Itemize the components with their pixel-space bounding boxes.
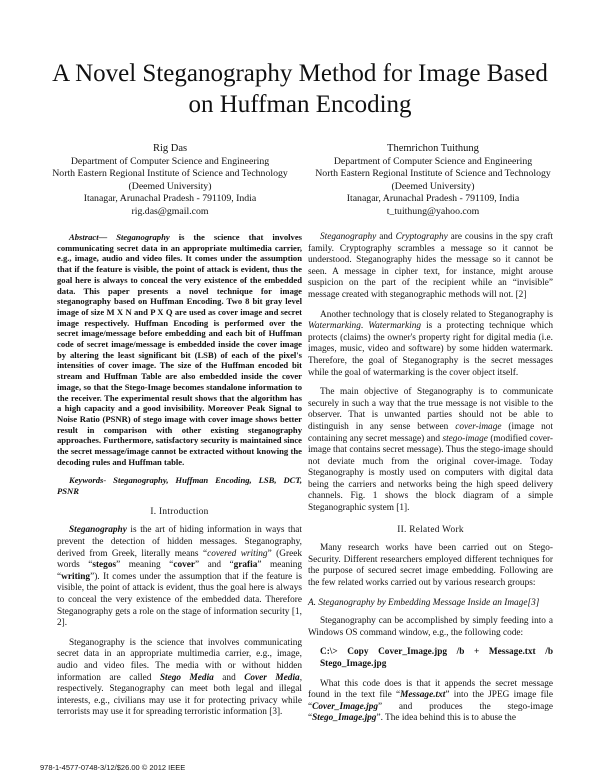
author-dept: Department of Computer Science and Engineering bbox=[70, 155, 270, 167]
author-email: rig.das@gmail.com bbox=[131, 205, 209, 217]
paper-title: A Novel Steganography Method for Image Based on Huffman Encoding bbox=[52, 60, 548, 118]
author-dept: Department of Computer Science and Engineering bbox=[333, 155, 533, 167]
author-name: Rig Das bbox=[152, 143, 188, 154]
right-paragraph-3: The main objective of Steganography is to communicate securely in such a way that the true message is not visible to the observer. That is unwanted parties should not be able to distinguish in any sense between cover-image (image not containing any secret message) and stego-image (modified cover-image that contains secret message). Thus the stego-image should not deviate much from the original cover-image. Today Steganography is mostly used on computers with digital data being the carriers and networks being the high speed delivery channels. Fig. 1 shows the block diagram of a simple Steganographic system [1]. bbox=[308, 387, 554, 514]
subsection-paragraph-2: What this code does is that it appends the secret message found in the text file “Message.txt” into the JPEG image file “Cover_Image.jpg” and produces the stego-image “Stego_Image.jpg”. The idea behind this is to abuse the bbox=[308, 678, 554, 724]
intro-paragraph-1: Steganography is the art of hiding information in ways that prevent the detection of hidden messages. Steganography, derived from Greek, literally means “covered writing” (Greek words “stegos” meaning “cover” and “grafia” meaning “writing”). It comes under the assumption that if the feature is visible, the point of attack is evident, thus the goal here is always to conceal the very existence of the embedded data. Therefore Steganography gets a role on the stage of information security [1, 2]. bbox=[57, 525, 302, 629]
author-block-1 bbox=[45, 143, 295, 218]
section-heading-related-work: II. Related Work bbox=[397, 524, 464, 535]
code-snippet: C:\> Copy Cover_Image.jpg /b + Message.txt /b Stego_Image.jpg bbox=[320, 647, 553, 669]
abstract-label: Abstract— bbox=[69, 232, 108, 242]
section-heading-introduction: I. Introduction bbox=[150, 506, 209, 517]
right-column bbox=[308, 232, 553, 733]
keywords: Keywords- Steganography, Huffman Encoding, LSB, DCT, PSNR bbox=[57, 475, 302, 497]
author-address: Itanagar, Arunachal Pradesh - 791109, India bbox=[346, 193, 520, 204]
author-address: Itanagar, Arunachal Pradesh - 791109, India bbox=[83, 193, 257, 204]
author-block-2 bbox=[308, 143, 558, 218]
author-institute: North Eastern Regional Institute of Science and Technology (Deemed University) bbox=[52, 168, 288, 192]
abstract bbox=[57, 232, 302, 467]
abstract-term: Steganography bbox=[116, 232, 170, 242]
author-name: Themrichon Tuithung bbox=[387, 143, 479, 154]
right-paragraph-2: Another technology that is closely related to Steganography is Watermarking. Watermarking is a protecting technique which protects (claims) the owner's property right for digital media (i.e. images, music, video and software) by some hidden watermark. Therefore, the goal of Steganography is the secret messages while the goal of watermarking is the cover object itself. bbox=[308, 309, 553, 378]
subsection-paragraph-1: Steganography can be accomplished by simply feeding into a Windows OS command window, e.g., the following code: bbox=[308, 616, 553, 638]
author-institute: North Eastern Regional Institute of Science and Technology (Deemed University) bbox=[315, 168, 551, 192]
left-column bbox=[57, 232, 302, 727]
abstract-text: is the science that involves communicating secret data in an appropriate multimedia carrier, e.g., image, audio and video files. It comes under the assumption that if the feature is visible, the point of attack is evident, thus the goal here is always to conceal the very existence of the embedded data. This paper presents a novel technique for image steganography based on Huffman Encoding. Two 8 bit gray level image of size M X N and P X Q are used as cover image and secret image respectively. Huffman Encoding is performed over the secret image/message before embedding and each bit of Huffman code of secret image/message is embedded inside the cover image by altering the least significant bit (LSB) of each of the pixel's intensities of cover image. The size of the Huffman encoded bit stream and Huffman Table are also embedded inside the cover image, so that the Stego-Image becomes standalone information to the receiver. The experimental result shows that the algorithm has a high capacity and a good invisibility. Moreover Peak Signal to Noise Ratio (PSNR) of stego image with cover image shows better result in comparison with other existing steganography approaches. Furthermore, satisfactory security is maintained since the secret message/image cannot be extracted without knowing the decoding rules and Huffman table. bbox=[57, 232, 302, 467]
author-email: t_tuithung@yahoo.com bbox=[386, 205, 480, 217]
intro-paragraph-2: Steganography is the science that involves communicating secret data in an appropriate multimedia carrier, e.g., image, audio and video files. The media with or without hidden information are called Stego Media and Cover Media, respectively. Steganography can meet both legal and illegal interests, e.g., civilians may use it for protecting privacy while terrorists may use it for spreading terroristic information [3]. bbox=[57, 637, 303, 718]
subsection-heading-a: A. Steganography by Embedding Message Inside an Image[3] bbox=[308, 597, 540, 608]
copyright-footer: 978-1-4577-0748-3/12/$26.00 © 2012 IEEE bbox=[40, 763, 186, 772]
related-work-paragraph: Many research works have been carried out on Stego-Security. Different researchers employed different techniques for the purpose of secured secret image embedding. Following are the few related works carried out by various research groups: bbox=[308, 543, 553, 589]
right-paragraph-1: Steganography and Cryptography are cousins in the spy craft family. Cryptography scrambles a message so it cannot be understood. Steganography hides the message so it cannot be seen. A message in cipher text, for instance, might arouse suspicion on the part of the recipient while an “invisible” message created with steganographic methods will not. [2] bbox=[308, 232, 554, 300]
